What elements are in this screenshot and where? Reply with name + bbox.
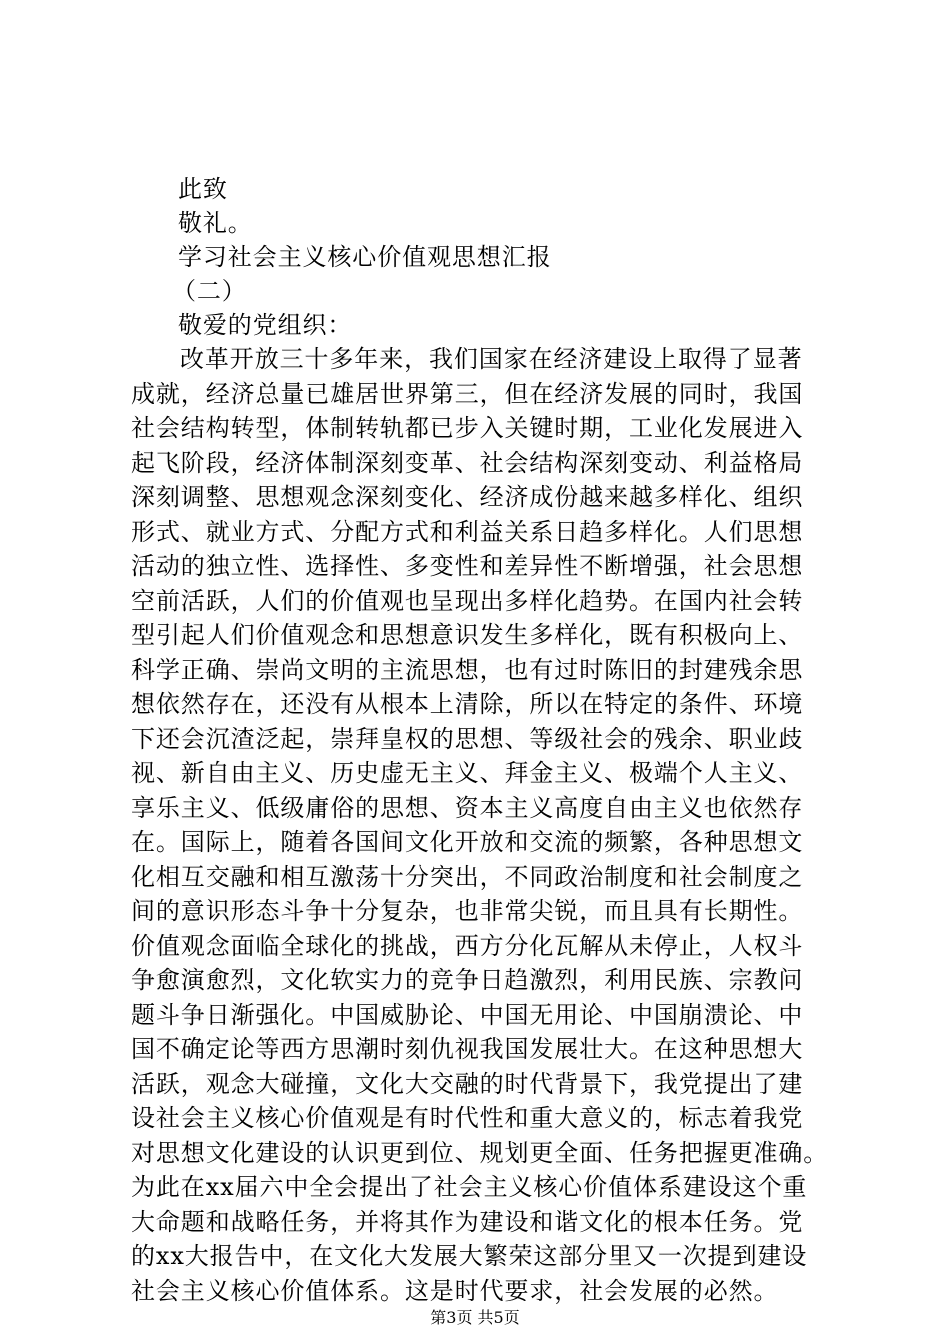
body-line: 科学正确、崇尚文明的主流思想，也有过时陈旧的封建残余思 [131,656,804,684]
body-line: 起飞阶段，经济体制深刻变革、社会结构深刻变动、利益格局 [131,449,804,477]
body-line: 争愈演愈烈，文化软实力的竞争日趋激烈，利用民族、宗教问 [131,966,804,994]
section-title: 学习社会主义核心价值观思想汇报 [178,243,552,271]
closing-line: 敬礼。 [178,209,253,237]
body-line: 化相互交融和相互激荡十分突出，不同政治制度和社会制度之 [131,863,804,891]
closing-line: 此致 [178,175,228,203]
body-line: 型引起人们价值观念和思想意识发生多样化，既有积极向上、 [131,621,804,649]
body-line: 国不确定论等西方思潮时刻仇视我国发展壮大。在这种思想大 [131,1035,804,1063]
body-line: 形式、就业方式、分配方式和利益关系日趋多样化。人们思想 [131,518,804,546]
body-line: 大命题和战略任务，并将其作为建设和谐文化的根本任务。党 [131,1208,804,1236]
body-line: 间的意识形态斗争十分复杂，也非常尖锐，而且具有长期性。 [131,897,804,925]
body-line: 的xx大报告中，在文化大发展大繁荣这部分里又一次提到建设 [131,1242,808,1270]
body-line: 成就，经济总量已雄居世界第三，但在经济发展的同时，我国 [131,380,804,408]
body-line: 题斗争日渐强化。中国威胁论、中国无用论、中国崩溃论、中 [131,1001,804,1029]
body-line: 改革开放三十多年来，我们国家在经济建设上取得了显著 [180,345,803,373]
body-line: 活动的独立性、选择性、多变性和差异性不断增强，社会思想 [131,552,804,580]
body-line: 价值观念面临全球化的挑战，西方分化瓦解从未停止，人权斗 [131,932,804,960]
body-line: 想依然存在，还没有从根本上清除，所以在特定的条件、环境 [131,690,804,718]
body-line: 设社会主义核心价值观是有时代性和重大意义的，标志着我党 [131,1104,804,1132]
body-line: 空前活跃，人们的价值观也呈现出多样化趋势。在国内社会转 [131,587,804,615]
page-number-footer: 第3页 共5页 [430,1308,520,1327]
body-line: 在。国际上，随着各国间文化开放和交流的频繁，各种思想文 [131,828,804,856]
body-line: 下还会沉渣泛起，崇拜皇权的思想、等级社会的残余、职业歧 [131,725,804,753]
body-line: 社会结构转型，体制转轨都已步入关键时期，工业化发展进入 [131,414,804,442]
body-line: 视、新自由主义、历史虚无主义、拜金主义、极端个人主义、 [131,759,804,787]
body-line: 活跃，观念大碰撞，文化大交融的时代背景下，我党提出了建 [131,1070,804,1098]
greeting: 敬爱的党组织： [178,311,353,339]
body-line: 深刻调整、思想观念深刻变化、经济成份越来越多样化、组织 [131,483,804,511]
body-line: 为此在xx届六中全会提出了社会主义核心价值体系建设这个重 [131,1173,808,1201]
body-line: 享乐主义、低级庸俗的思想、资本主义高度自由主义也依然存 [131,794,804,822]
body-line: 对思想文化建设的认识更到位、规划更全面、任务把握更准确。 [131,1139,829,1167]
section-number: （二） [172,277,247,305]
body-line: 社会主义核心价值体系。这是时代要求，社会发展的必然。 [131,1277,779,1305]
